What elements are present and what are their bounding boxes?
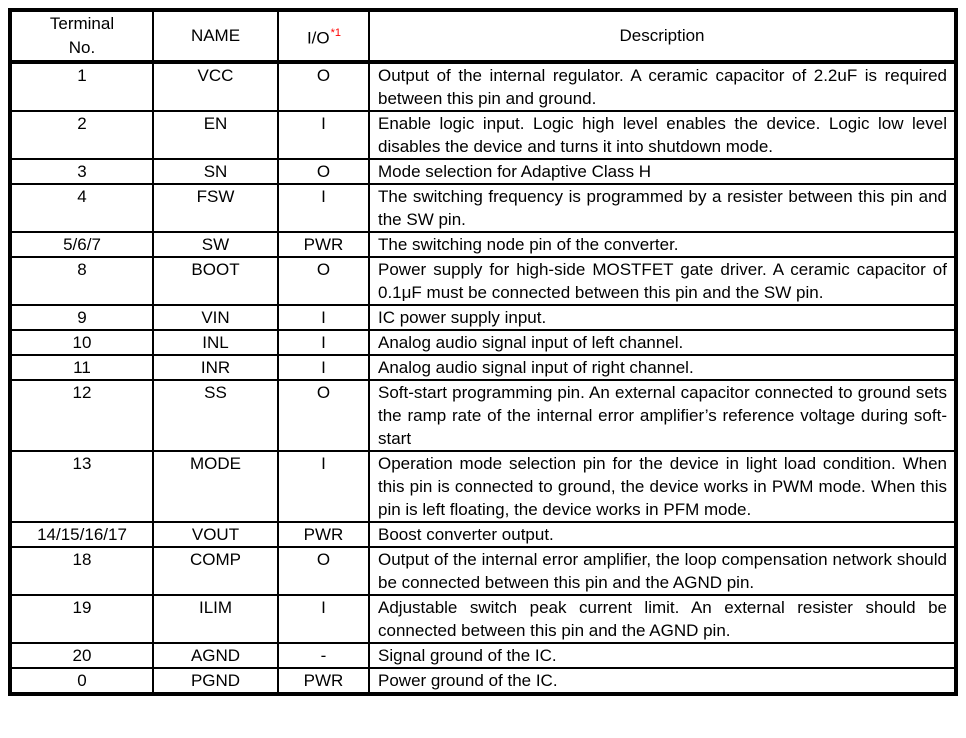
pin-name-cell: PGND <box>153 668 278 694</box>
terminal-no-cell: 9 <box>10 305 153 330</box>
terminal-no-cell: 0 <box>10 668 153 694</box>
row-inl <box>10 330 956 355</box>
row-sn <box>10 159 956 184</box>
description-cell: Adjustable switch peak current limit. An external resister should be connected between this pin and the AGND pin. <box>369 595 956 643</box>
description-cell: Boost converter output. <box>369 522 956 547</box>
description-cell: Enable logic input. Logic high level enables the device. Logic low level disables the device and turns it into shutdown mode. <box>369 111 956 159</box>
pin-name-cell: MODE <box>153 451 278 522</box>
description-cell: Analog audio signal input of right channel. <box>369 355 956 380</box>
pin-name-cell: COMP <box>153 547 278 595</box>
io-cell: PWR <box>278 232 369 257</box>
row-comp <box>10 547 956 595</box>
io-cell: O <box>278 159 369 184</box>
row-ss <box>10 380 956 451</box>
description-cell: Output of the internal regulator. A ceramic capacitor of 2.2uF is required between this pin and ground. <box>369 62 956 111</box>
io-cell: - <box>278 643 369 668</box>
pin-name-cell: BOOT <box>153 257 278 305</box>
row-fsw <box>10 184 956 232</box>
row-ilim <box>10 595 956 643</box>
row-mode <box>10 451 956 522</box>
pin-name-cell: VOUT <box>153 522 278 547</box>
pin-name-cell: VCC <box>153 62 278 111</box>
column-header-description: Description <box>369 10 956 62</box>
io-cell: PWR <box>278 668 369 694</box>
description-cell: Power supply for high-side MOSTFET gate driver. A ceramic capacitor of 0.1μF must be connected between this pin and the SW pin. <box>369 257 956 305</box>
row-en <box>10 111 956 159</box>
description-cell: Power ground of the IC. <box>369 668 956 694</box>
io-cell: PWR <box>278 522 369 547</box>
terminal-no-cell: 20 <box>10 643 153 668</box>
pin-name-cell: INL <box>153 330 278 355</box>
pin-name-cell: INR <box>153 355 278 380</box>
terminal-no-cell: 2 <box>10 111 153 159</box>
description-cell: Signal ground of the IC. <box>369 643 956 668</box>
io-cell: O <box>278 547 369 595</box>
pin-name-cell: AGND <box>153 643 278 668</box>
io-cell: I <box>278 184 369 232</box>
terminal-no-cell: 13 <box>10 451 153 522</box>
row-sw <box>10 232 956 257</box>
row-pgnd <box>10 668 956 694</box>
io-cell: O <box>278 380 369 451</box>
pin-name-cell: ILIM <box>153 595 278 643</box>
terminal-no-cell: 3 <box>10 159 153 184</box>
terminal-no-cell: 11 <box>10 355 153 380</box>
terminal-no-cell: 10 <box>10 330 153 355</box>
io-cell: I <box>278 330 369 355</box>
pin-name-cell: EN <box>153 111 278 159</box>
terminal-no-cell: 14/15/16/17 <box>10 522 153 547</box>
io-cell: I <box>278 355 369 380</box>
row-vout <box>10 522 956 547</box>
terminal-no-cell: 18 <box>10 547 153 595</box>
io-cell: I <box>278 111 369 159</box>
pin-name-cell: VIN <box>153 305 278 330</box>
description-cell: Mode selection for Adaptive Class H <box>369 159 956 184</box>
description-cell: Analog audio signal input of left channel. <box>369 330 956 355</box>
row-vcc <box>10 62 956 111</box>
io-footnote-marker: *1 <box>330 26 342 39</box>
row-boot <box>10 257 956 305</box>
header-row <box>10 10 956 62</box>
io-cell: I <box>278 595 369 643</box>
row-vin <box>10 305 956 330</box>
column-header-name: NAME <box>153 10 278 62</box>
terminal-header-line1: Terminal <box>49 14 115 33</box>
terminal-header-line2: No. <box>68 38 96 57</box>
io-cell: I <box>278 305 369 330</box>
description-cell: The switching frequency is programmed by a resister between this pin and the SW pin. <box>369 184 956 232</box>
io-cell: O <box>278 62 369 111</box>
row-agnd <box>10 643 956 668</box>
io-header-label: I/O <box>306 28 330 48</box>
row-inr <box>10 355 956 380</box>
terminal-no-cell: 5/6/7 <box>10 232 153 257</box>
description-cell: Operation mode selection pin for the device in light load condition. When this pin is connected to ground, the device works in PWM mode. When this pin is left floating, the device works in PFM mode. <box>369 451 956 522</box>
column-header-io <box>278 10 369 62</box>
pin-name-cell: FSW <box>153 184 278 232</box>
terminal-no-cell: 1 <box>10 62 153 111</box>
io-cell: I <box>278 451 369 522</box>
pin-name-cell: SW <box>153 232 278 257</box>
description-cell: Output of the internal error amplifier, the loop compensation network should be connected between this pin and the AGND pin. <box>369 547 956 595</box>
terminal-no-cell: 4 <box>10 184 153 232</box>
io-cell: O <box>278 257 369 305</box>
terminal-no-cell: 19 <box>10 595 153 643</box>
terminal-no-cell: 8 <box>10 257 153 305</box>
description-cell: The switching node pin of the converter. <box>369 232 956 257</box>
pin-name-cell: SN <box>153 159 278 184</box>
description-cell: IC power supply input. <box>369 305 956 330</box>
terminal-description-table <box>8 8 958 696</box>
pin-name-cell: SS <box>153 380 278 451</box>
column-header-terminal-no <box>10 10 153 62</box>
description-cell: Soft-start programming pin. An external capacitor connected to ground sets the ramp rate of the internal error amplifier’s reference voltage during soft-start <box>369 380 956 451</box>
terminal-no-cell: 12 <box>10 380 153 451</box>
